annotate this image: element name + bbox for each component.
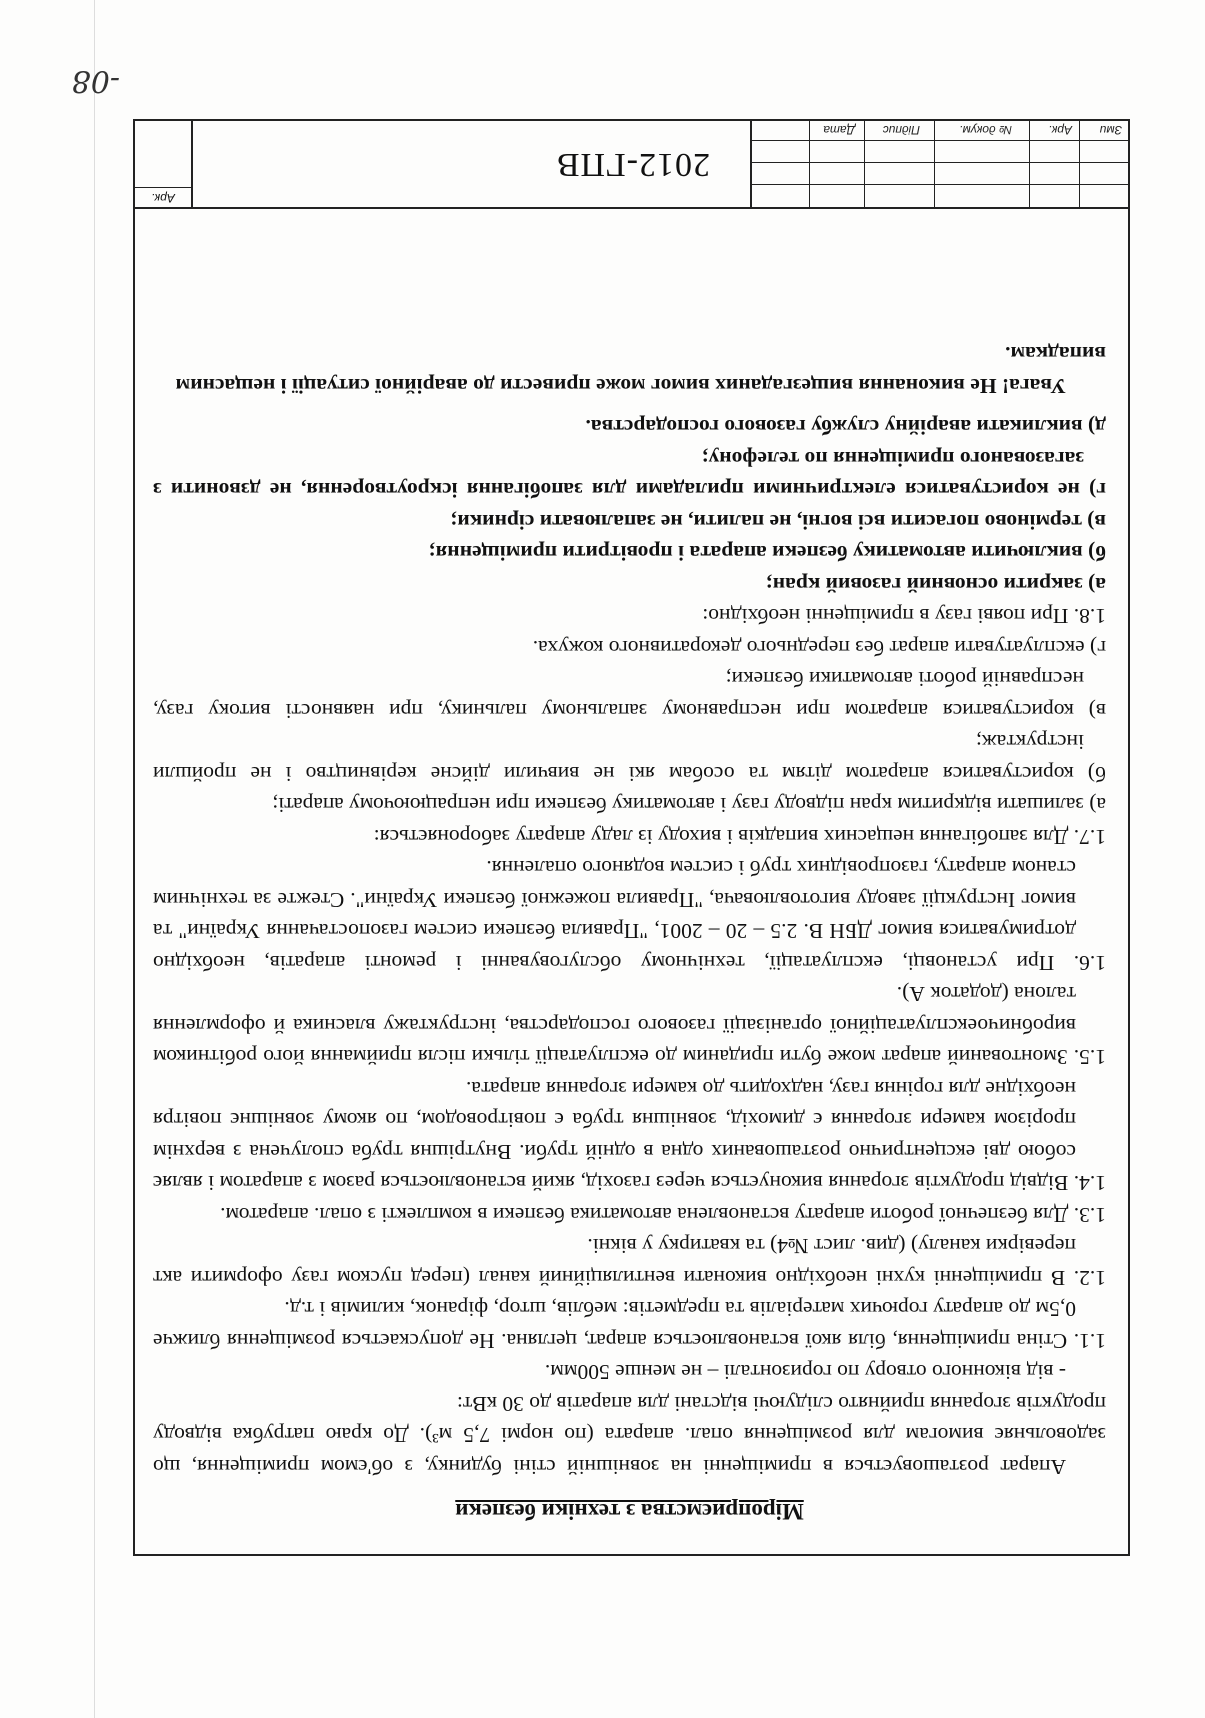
title-block-box (133, 119, 1130, 209)
document-code: 2012-ГПВ (555, 146, 710, 183)
item-1-6: 1.6. При установці, експлуатації, технічному обслуговуванні і ремонті апаратів, необхідно дотримуватися вимог ДБН В. 2.5 – 20 – 2001, "Правила безпеки систем газопостачання України" та вимог Інструкції заводу виготовлювача, "Правила пожежної безпеки України". Стежте за технічним станом апарату, газопровідних труб і систем водяного опалення. (153, 856, 1106, 975)
item-1-8-a: а) закрити основний газовий кран; (765, 573, 1106, 597)
document-title: Мiроприємства з технiки безпеки (455, 1499, 804, 1524)
handwritten-page-mark: -08 (71, 63, 120, 98)
item-1-8-c: в) терміново погасити всі вогні, не палити, не запалювати сірники; (450, 510, 1106, 534)
revision-grid-line (864, 119, 865, 207)
drawing-frame (133, 119, 1130, 1556)
item-1-1: 1.1. Стіна приміщення, біля якої встановлюється апарат, цегляна. Не допускається розміщення ближче 0,5м до апарату горючих матеріалів та предметів: меблів, штор, фіранок, килимів і т.д. (153, 1297, 1106, 1353)
document-body (153, 338, 1106, 1524)
item-1-5: 1.5. Змонтований апарат може бути приданим до експлуатації тільки після приймання його робітником виробничоексплуатаційної організації газового господарства, інструктажу власника й оформлення талона (додаток А). (153, 982, 1106, 1070)
revision-grid-line (1079, 119, 1080, 207)
item-1-8-d: г) не користуватися електричними приладами для запобігання іскроутворення, не дзвонити з загазованого приміщення по телефону; (153, 447, 1106, 503)
revision-grid (750, 119, 1130, 207)
intro-paragraph: Апарат розташовується в приміщенні на зовнішній стіні будинку, з об'ємом приміщення, що задовольняє вимогам для розміщення опал. апарата (по нормі 7,5 м³). До краю патрубка відводу продуктів згорання прийнято слідуючі відстані для апаратів до 30 кВт: (153, 1392, 1106, 1479)
revision-grid-line (1029, 119, 1030, 207)
item-1-8-e: д) викликати аварійну службу газового господарства. (585, 415, 1106, 440)
item-1-8-b: б) виключити автоматику безпеки апарата і провітрити приміщення; (428, 541, 1106, 566)
intro-sub-paragraph: - від віконного отвору по горизонталі – не менше 500мм. (544, 1360, 1066, 1385)
sheet-number-label: Арк. (135, 187, 191, 205)
col-label-signature: Підпис (882, 123, 920, 137)
item-1-7-a: а) залишати відкритим кран підводу газу і автоматику безпеки при непрацюючому апараті; (272, 793, 1106, 818)
item-1-7: 1.7. Для запобігання нещасних випадків і виходу із ладу апарату забороняється: (373, 825, 1106, 849)
item-1-8: 1.8. При появі газу в приміщенні необхідно: (702, 604, 1106, 629)
revision-grid-line (934, 119, 935, 207)
col-label-date: Дата (823, 123, 855, 137)
item-1-4: 1.4. Відвід продуктів згорання виконується через газохід, який встановлюється разом з апаратом і являє собою дві ексцентрично розташованих одна в одній труби. Внутрішня труба сполучена з верхнім прорізом камери згорання є димохід, зовнішня труба є повітроводом, по якому зовнішнє повітря необхідне для горіння газу, надходить до камери згорання апарата. (153, 1077, 1106, 1196)
sheet-number-cell (133, 119, 193, 207)
item-1-3: 1.3. Для безпечної роботи апарату встановлена автоматика безпеки в комплекті з опал. апаратом. (220, 1203, 1106, 1227)
col-label-doc-number: № докум. (959, 123, 1012, 137)
warning-text: Увага! Не виконання вищезгаданих вимог може привести до аварійної ситуації і нещасним випадкам. (175, 342, 1106, 398)
item-1-7-d: г) експлуатувати апарат без переднього декоративного кожуха. (532, 636, 1106, 660)
item-1-2: 1.2. В приміщенні кухні необхідно виконати вентиляційний канал (перед пуском газу оформити акт перевірки каналу) (див. лист №4) та кватирку у вікні. (153, 1234, 1106, 1290)
item-1-7-c: в) користуватися апаратом при несправному запальному пальнику, при наявності витоку газу, несправній роботі автоматики безпеки; (153, 667, 1106, 723)
scan-edge-line (94, 0, 95, 1718)
item-1-7-b: б) користуватися апаратом дітям та особам які не вивчили дійсне керівництво і не пройшли інструктаж; (153, 730, 1106, 786)
revision-grid-line (809, 119, 810, 207)
col-label-changes: Зми (1099, 123, 1122, 137)
col-label-sheet: Арк. (1048, 123, 1072, 137)
